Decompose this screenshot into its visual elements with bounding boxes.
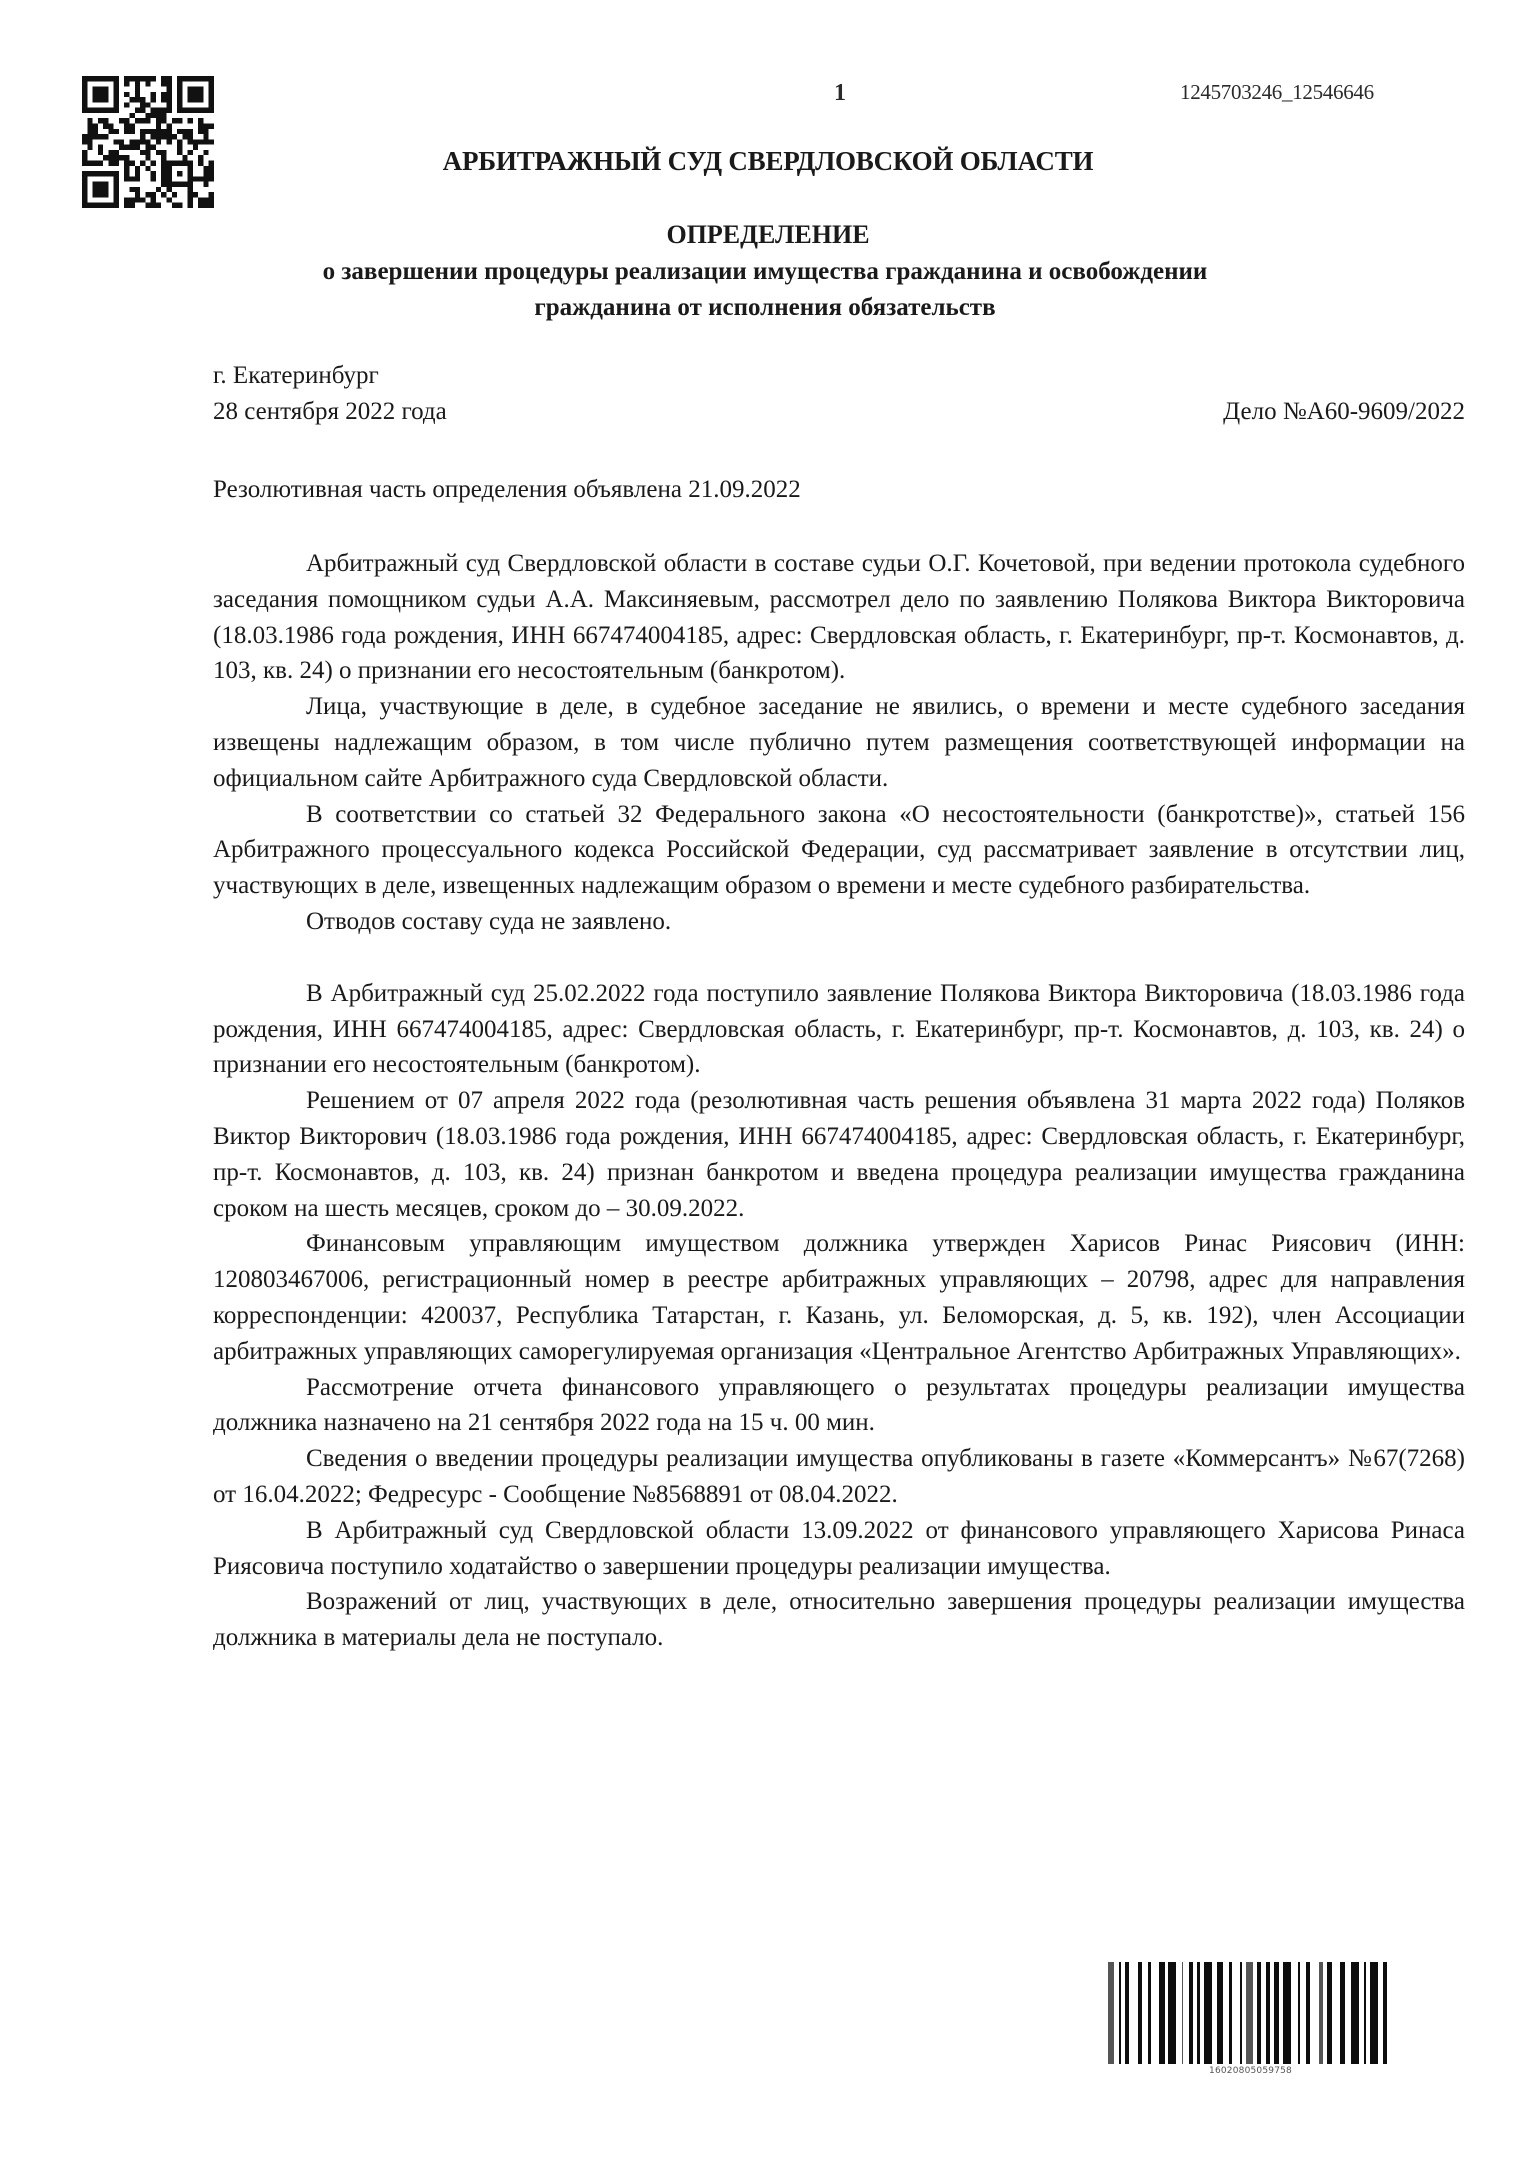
paragraph: Рассмотрение отчета финансового управляющего о результатах процедуры реализации имущества должника назначено на 21 сентября 2022 года на 15 ч. 00 мин. <box>213 1373 1465 1437</box>
barcode-number: 16020805059758 <box>1209 2066 1292 2076</box>
barcode-bar <box>1168 1962 1176 2064</box>
barcode-bar <box>1351 1962 1359 2064</box>
document-date: 28 сентября 2022 года <box>213 398 447 425</box>
paragraph: Лица, участвующие в деле, в судебное заседание не явились, о времени и месте судебного заседания извещены надлежащим образом, в том числе публично путем размещения соответствующей информации на официальном сайте Арбитражного суда Свердловской области. <box>213 693 1465 792</box>
city: г. Екатеринбург <box>213 362 379 389</box>
paragraph: В Арбитражный суд Свердловской области 13.09.2022 от финансового управляющего Харисова Ринаса Риясовича поступило ходатайство о завершении процедуры реализации имущества. <box>213 1516 1465 1580</box>
barcode-bar <box>1370 1962 1378 2064</box>
document-body <box>213 546 1465 1656</box>
barcode-bar <box>1283 1962 1291 2064</box>
barcode-bar <box>1204 1962 1212 2064</box>
barcode-bar <box>1246 1962 1254 2064</box>
date-case-row <box>213 394 1465 430</box>
court-name: АРБИТРАЖНЫЙ СУД СВЕРДЛОВСКОЙ ОБЛАСТИ <box>442 146 1094 176</box>
barcode-bar <box>1151 1962 1159 2064</box>
paragraph: Отводов составу суда не заявлено. <box>306 907 672 935</box>
barcode-bar <box>1232 1962 1240 2064</box>
barcode <box>1108 1962 1393 2076</box>
resolution-announced: Резолютивная часть определения объявлена 21.09.2022 <box>213 476 801 503</box>
paragraph: В Арбитражный суд 25.02.2022 года поступило заявление Полякова Виктора Викторовича (18.03.1986 года рождения, ИНН 667474004185, адрес: Свердловская область, г. Екатеринбург, пр-т. Космонавтов, д. 103, кв. 24) о признании его несостоятельным (банкротом). <box>213 979 1465 1079</box>
qr-code-icon <box>82 76 214 208</box>
barcode-icon <box>1108 1962 1393 2064</box>
paragraph: Арбитражный суд Свердловской области в составе судьи О.Г. Кочетовой, при ведении протокола судебного заседания помощником судьи А.А. Максиняевым, рассмотрел дело по заявлению Полякова Виктора Викторовича (18.03.1986 года рождения, ИНН 667474004185, адрес: Свердловская область, г. Екатеринбург, пр-т. Космонавтов, д. 103, кв. 24) о признании его несостоятельным (банкротом). <box>213 550 1465 685</box>
paragraph: Финансовым управляющим имуществом должника утвержден Харисов Ринас Риясович (ИНН: 120803467006, регистрационный номер в реестре арбитражных управляющих – 20798, адрес для направления корреспонденции: 420037, Республика Татарстан, г. Казань, ул. Беломорская, д. 5, кв. 192), член Ассоциации арбитражных управляющих саморегулируемая организация «Центральное Агентство Арбитражных Управляющих». <box>213 1230 1465 1365</box>
document-id: 1245703246_12546646 <box>1180 80 1374 104</box>
document-type: ОПРЕДЕЛЕНИЕ <box>666 220 870 249</box>
barcode-bar <box>1129 1962 1138 2064</box>
barcode-bar <box>1387 1962 1393 2064</box>
barcode-bar <box>1291 1962 1299 2064</box>
case-number: Дело №А60-9609/2022 <box>1223 398 1465 425</box>
paragraph: Решением от 07 апреля 2022 года (резолютивная часть решения объявлена 31 марта 2022 года) Поляков Виктор Викторович (18.03.1986 года рождения, ИНН 667474004185, адрес: Свердловская область, г. Екатеринбург, пр-т. Космонавтов, д. 103, кв. 24) признан банкротом и введена процедура реализации имущества гражданина сроком на шесть месяцев, сроком до – 30.09.2022. <box>213 1087 1465 1222</box>
page-number: 1 <box>834 80 846 106</box>
paragraph: В соответствии со статьей 32 Федерального закона «О несостоятельности (банкротстве)», статьей 156 Арбитражного процессуального кодекса Российской Федерации, суд рассматривает заявление в отсутствии лиц, участвующих в деле, извещенных надлежащим образом о времени и месте судебного разбирательства. <box>213 800 1465 900</box>
document-subtitle: о завершении процедуры реализации имущества гражданина и освобождении гражданина от исполнения обязательств <box>322 258 1208 321</box>
barcode-bar <box>1332 1962 1340 2064</box>
barcode-bar <box>1310 1962 1319 2064</box>
paragraph: Сведения о введении процедуры реализации имущества опубликованы в газете «Коммерсантъ» №67(7268) от 16.04.2022; Федресурс - Сообщение №8568891 от 08.04.2022. <box>213 1445 1465 1508</box>
paragraph: Возражений от лиц, участвующих в деле, относительно завершения процедуры реализации имущества должника в материалы дела не поступало. <box>213 1588 1465 1652</box>
